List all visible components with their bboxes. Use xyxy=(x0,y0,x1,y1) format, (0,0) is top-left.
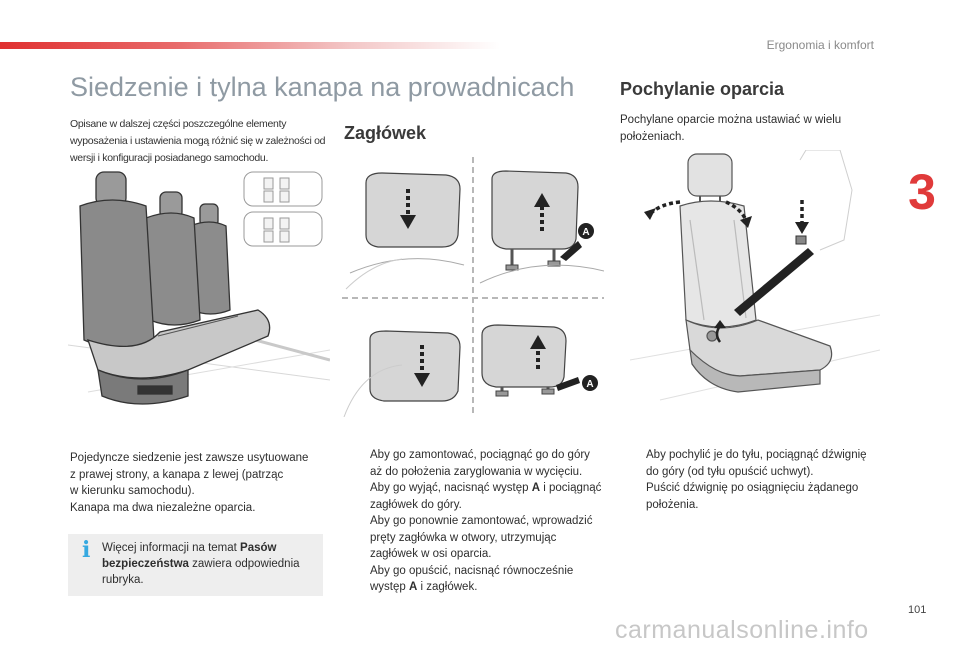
bullet-text-pre: Aby go wyjąć, nacisnąć występ xyxy=(370,482,532,494)
info-text-post: zawiera odpowiednia rubryka. xyxy=(102,558,300,586)
info-text-pre: Więcej informacji na temat xyxy=(102,542,241,554)
recline-heading: Pochylanie oparcia xyxy=(620,79,785,99)
reclining-seat-drawing xyxy=(680,154,832,392)
bullet-text-bold: A xyxy=(531,482,541,494)
bullet-text: Aby pochylić je do tyłu, pociągnąć dźwignię do góry (od tyłu opuścić uchwyt). xyxy=(646,449,867,478)
recline-intro-line: położeniach. xyxy=(620,130,685,143)
headrest-remove-drawing xyxy=(480,171,604,283)
recline-bullets xyxy=(620,447,880,513)
info-icon: i xyxy=(82,537,91,563)
bullet-text: Aby go ponownie zamontować, wprowadzić pręty zagłówka w otwory, utrzymując zagłówek w osi oparcia. xyxy=(370,515,593,560)
list-item xyxy=(344,513,602,563)
list-item xyxy=(620,447,880,480)
headrest-illustrations xyxy=(342,155,604,417)
rear-seat-drawing xyxy=(80,172,270,404)
info-text xyxy=(102,540,314,588)
paragraph-line: z prawej strony, a kanapa z lewej (patrząc xyxy=(70,468,284,481)
page-number: 101 xyxy=(908,604,927,616)
list-item xyxy=(620,480,880,513)
headrest-heading: Zagłówek xyxy=(344,123,427,143)
recline-intro-line: Pochylane oparcie można ustawiać w wielu xyxy=(620,114,842,126)
list-item xyxy=(344,447,602,480)
bullet-text-post: i pociągnąć zagłówek do góry. xyxy=(370,482,602,511)
header-accent-bar xyxy=(0,42,500,49)
paragraph-line: w kierunku samochodu). xyxy=(70,485,195,497)
intro-text: Opisane w dalszej części poszczególne elementy wyposażenia i ustawienia mogą różnić się w zależności od wersji i konfiguracji posiadanego samochodu. xyxy=(70,118,326,164)
section-label: Ergonomia i komfort xyxy=(766,38,874,52)
headrest-insert-drawing xyxy=(346,173,464,289)
headrest-raise-drawing xyxy=(482,325,598,396)
car-layout-icon xyxy=(244,172,322,246)
list-item xyxy=(344,563,602,596)
seats-illustration xyxy=(68,160,330,420)
page-title: Siedzenie i tylna kanapa na prowadnicach xyxy=(70,72,575,102)
bullet-text-post: i zagłówek. xyxy=(417,581,478,593)
left-paragraphs xyxy=(70,450,330,516)
info-text-bold: Pasów bezpieczeństwa xyxy=(102,542,277,570)
bullet-text-pre: Aby go opuścić, nacisnąć równocześnie występ xyxy=(370,564,574,593)
paragraph-line: Kanapa ma dwa niezależne oparcia. xyxy=(70,501,256,514)
recline-illustration xyxy=(630,150,880,410)
svg-text:3: 3 xyxy=(908,165,936,215)
bullet-text-bold: A xyxy=(409,581,418,593)
paragraph-line: Pojedyncze siedzenie jest zawsze usytuowane xyxy=(70,452,309,464)
headrest-bullets xyxy=(344,447,602,596)
list-item xyxy=(344,480,602,513)
bullet-text: Puścić dźwignię po osiągnięciu żądanego położenia. xyxy=(646,482,859,511)
headrest-lower-drawing xyxy=(344,331,460,417)
recline-intro xyxy=(620,112,880,145)
watermark: carmanualsonline.info xyxy=(615,616,869,644)
chapter-number xyxy=(904,165,940,215)
label-a-top: A xyxy=(582,227,590,238)
bullet-text: Aby go zamontować, pociągnąć go do góry aż do położenia zaryglowania w wycięciu. xyxy=(370,449,590,478)
label-a-bottom: A xyxy=(586,379,594,390)
